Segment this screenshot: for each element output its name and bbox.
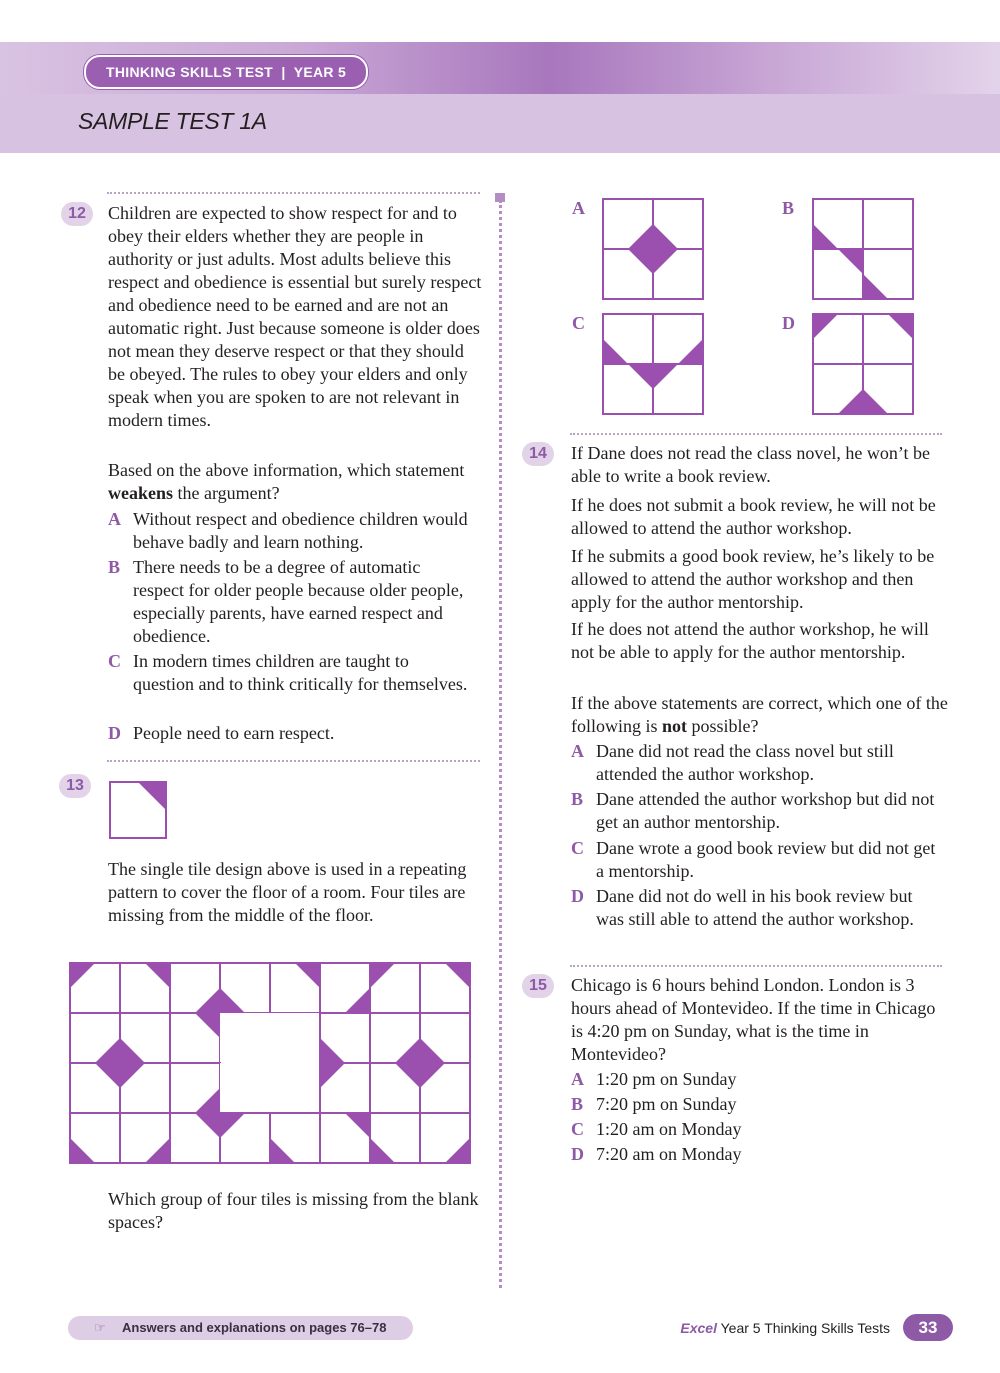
question-number-12: 12	[61, 202, 93, 226]
q15-option-c[interactable]: C 1:20 am on Monday	[571, 1119, 742, 1139]
q12-option-a[interactable]: A Without respect and obedience children would behave badly and learn nothing.	[108, 509, 468, 552]
answers-reference-text: Answers and explanations on pages 76–78	[122, 1320, 387, 1335]
q14-option-b[interactable]: B Dane attended the author workshop but did not get an author mentorship.	[571, 789, 935, 832]
year-label: YEAR 5	[293, 64, 347, 80]
page-number: 33	[903, 1314, 953, 1341]
q14-option-c[interactable]: C Dane wrote a good book review but did not get a mentorship.	[571, 838, 936, 881]
tile-option-d[interactable]	[812, 313, 914, 415]
question-number-15: 15	[522, 974, 554, 998]
q15-option-b[interactable]: B 7:20 pm on Sunday	[571, 1094, 737, 1114]
series-badge: THINKING SKILLS TEST | YEAR 5	[84, 55, 368, 89]
tile-cell	[270, 1063, 320, 1113]
q12-option-b[interactable]: B There needs to be a degree of automatic respect for older people because older people, especially parents, have earned respect and obedience.	[108, 557, 464, 646]
pointing-hand-icon: ☞	[94, 1320, 106, 1335]
tile-option-b[interactable]	[812, 198, 914, 300]
question-number-13: 13	[59, 774, 91, 798]
question-separator	[570, 965, 942, 967]
tile-cell	[863, 199, 913, 249]
q12-option-c[interactable]: C In modern times children are taught to question and to think critically for themselves.	[108, 651, 468, 694]
question-separator	[107, 192, 480, 194]
page-title: SAMPLE TEST 1A	[78, 108, 267, 134]
tile-option-label-c: C	[572, 313, 585, 333]
q15-question: Chicago is 6 hours behind London. London is 3 hours ahead of Montevideo. If the time in Chicago is 4:20 pm on Sunday, what is the time in Montevideo?	[571, 975, 936, 1064]
question-separator	[107, 760, 480, 762]
tile-cell	[220, 1013, 270, 1063]
q14-statement-2: If he does not submit a book review, he will not be allowed to attend the author workshop.	[571, 495, 936, 538]
book-title: Excel Year 5 Thinking Skills Tests	[680, 1320, 890, 1336]
q14-option-a[interactable]: A Dane did not read the class novel but still attended the author workshop.	[571, 741, 894, 784]
tile-option-label-d: D	[782, 313, 795, 333]
tile-option-c[interactable]	[602, 313, 704, 415]
q14-statement-3: If he submits a good book review, he’s likely to be allowed to attend the author workshop and then apply for the author mentorship.	[571, 546, 935, 612]
q14-statement-1: If Dane does not read the class novel, he won’t be able to write a book review.	[571, 443, 931, 486]
question-number-14: 14	[522, 442, 554, 466]
tile-option-a[interactable]	[602, 198, 704, 300]
q13-question: Which group of four tiles is missing from the blank spaces?	[108, 1189, 479, 1232]
question-separator	[570, 433, 942, 435]
floor-pattern-diagram	[69, 962, 471, 1164]
q12-passage: Children are expected to show respect for and to obey their elders whether they are people in authority or just adults. Most adults believe this respect and obedience is essential but surely respect and obedience need to be earned and are not an automatic right. Just because someone is older does not mean they deserve respect or that they should be obeyed. The rules to obey your elders and only speak when you are spoken to are not relevant in modern times.	[108, 203, 482, 430]
series-label: THINKING SKILLS TEST	[106, 64, 273, 80]
q14-statement-4: If he does not attend the author workshop, he will not be able to apply for the author mentorship.	[571, 619, 929, 662]
tile-option-label-a: A	[572, 198, 585, 218]
tile-cell	[220, 1063, 270, 1113]
tile-option-label-b: B	[782, 198, 795, 218]
column-divider	[499, 200, 502, 1288]
q14-option-d[interactable]: D Dane did not do well in his book review but was still able to attend the author workshop.	[571, 886, 914, 929]
q15-option-d[interactable]: D 7:20 am on Monday	[571, 1144, 742, 1164]
tile-cell	[270, 1013, 320, 1063]
q13-description: The single tile design above is used in a repeating pattern to cover the floor of a room. Four tiles are missing from the middle of the floor.	[108, 859, 467, 925]
q12-option-d[interactable]: D People need to earn respect.	[108, 723, 335, 743]
answers-reference-link[interactable]	[68, 1316, 413, 1340]
q15-option-a[interactable]: A 1:20 pm on Sunday	[571, 1069, 737, 1089]
single-tile-diagram	[109, 781, 167, 839]
q12-question: Based on the above information, which statement weakens the argument?	[108, 460, 465, 503]
q14-question: If the above statements are correct, which one of the following is not possible?	[571, 693, 948, 736]
